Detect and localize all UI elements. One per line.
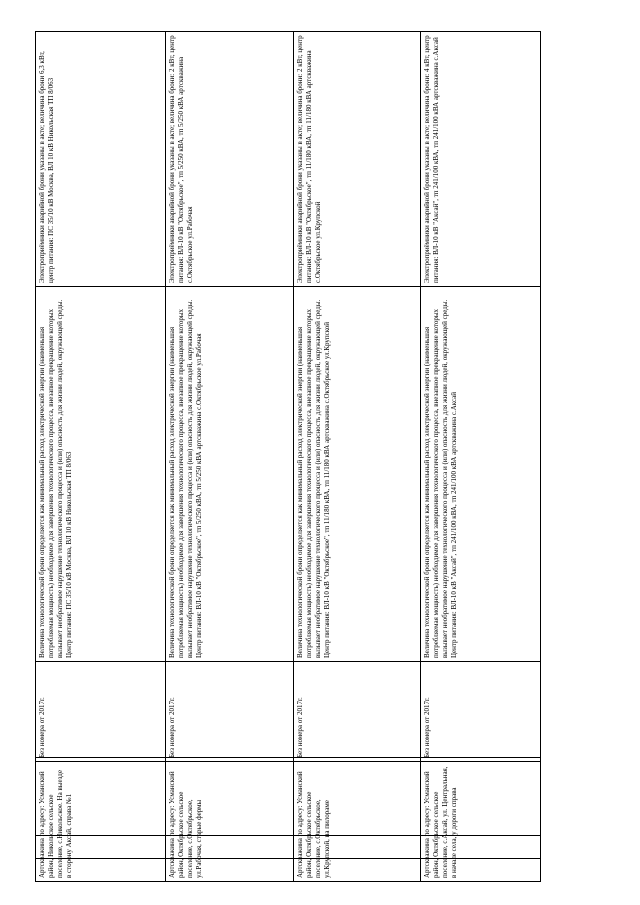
cell-description: Величина технологической брони определяется как минимальный расход электрической энергии (наименьшая потребляемая мощность) необходимое для завершения технологического процесса, внезапное прекращение которых вызывает необратимое нарушение технологического процесса и (или) опасность для жизни людей, окружающей среды. Центр питания: ВЛ-10 кВ "Аксай", тп 241/100 кВА, тп 241/100 кВА артскважина с.Аксай <box>421 287 541 662</box>
cell-electrical: Электроприёмники аварийной брони указаны в акте; величина брони: 2 кВт, центр питания: ВЛ-10 кВ "Октябрьское", тп 5/250 кВА, тп 5/250 кВА артскважина с.Октябрьское ул.Рабочая <box>166 32 294 287</box>
cell-electrical: Электроприёмники аварийной брони указаны в акте; величина брони: 2 кВт, центр питания: ВЛ-10 кВ "Октябрьское", тп 11/180 кВА, тп 11/180 кВА артскважина с.Октябрьское ул.Крупской <box>294 32 421 287</box>
table-row <box>36 32 166 882</box>
cell-description: Величина технологической брони определяется как минимальный расход электрической энергии (наименьшая потребляемая мощность) необходимое для завершения технологического процесса, внезапное прекращение которых вызывает необратимое нарушение технологического процесса и (или) опасность для жизни людей, окружающей среды. Центр питания: ВЛ-10 кВ "Октябрьское", тп 5/250 кВА, тп 5/250 кВА артскважина с.Октябрьское ул.Рабочая <box>166 287 294 662</box>
cell-address: Артскважина по адресу: Усманский район, Октябрьское сельское поселение, с.Октябрьское, ул.Рабочая, старые фермы <box>166 762 294 882</box>
cell-address: Артскважина по адресу: Усманский район, Никольское сельское поселение, с.Никольское. На выезде в сторону Аксай, справа №1 <box>36 762 166 882</box>
cell-electrical: Электроприёмники аварийной брони указаны в акте; величина брони 6,3 кВт, центр питания: ПС 35/10 кВ Москва, ВЛ 10 кВ Никольская ТП 8/063 <box>36 32 166 287</box>
rotated-table-container <box>35 32 540 882</box>
emergency-reserve-table <box>35 31 541 882</box>
cell-description: Величина технологической брони определяется как минимальный расход электрической энергии (наименьшая потребляемая мощность) необходимое для завершения технологического процесса, внезапное прекращение которых вызывает необратимое нарушение технологического процесса и (или) опасность для жизни людей, окружающей среды. Центр питания: ПС 35/10 кВ Москва, ВЛ 10 кВ Никольская ТП 8/063 <box>36 287 166 662</box>
cell-description: Величина технологической брони определяется как минимальный расход электрической энергии (наименьшая потребляемая мощность) необходимое для завершения технологического процесса, внезапное прекращение которых вызывает необратимое нарушение технологического процесса и (или) опасность для жизни людей, окружающей среды. Центр питания: ВЛ-10 кВ "Октябрьское", тп 11/180 кВА, тп 11/180 кВА артскважина с.Октябрьское ул.Крупской <box>294 287 421 662</box>
cell-electrical: Электроприёмники аварийной брони указаны в акте; величина брони: 4 кВт, центр питания: ВЛ-10 кВ "Аксай", тп 241/100 кВА, тп 241/100 кВА артскважина с.Аксай <box>421 32 541 287</box>
cell-number: Без номера от 2017г. <box>36 662 166 762</box>
table-row <box>166 32 294 882</box>
cell-number: Без номера от 2017г. <box>166 662 294 762</box>
table-row <box>421 32 541 882</box>
cell-number: Без номера от 2017г. <box>294 662 421 762</box>
cell-address: Артскважина по адресу: Усманский район, Октябрьское сельское поселение, с.Аксай, ул. Центральная, в начале села, у дороги справа <box>421 762 541 882</box>
cell-number: Без номера от 2017г. <box>421 662 541 762</box>
table-row <box>294 32 421 882</box>
cell-address: Артскважина по адресу: Усманский район, Октябрьское сельское поселение, с.Октябрьское, ул.Крупской, на пилораме <box>294 762 421 882</box>
